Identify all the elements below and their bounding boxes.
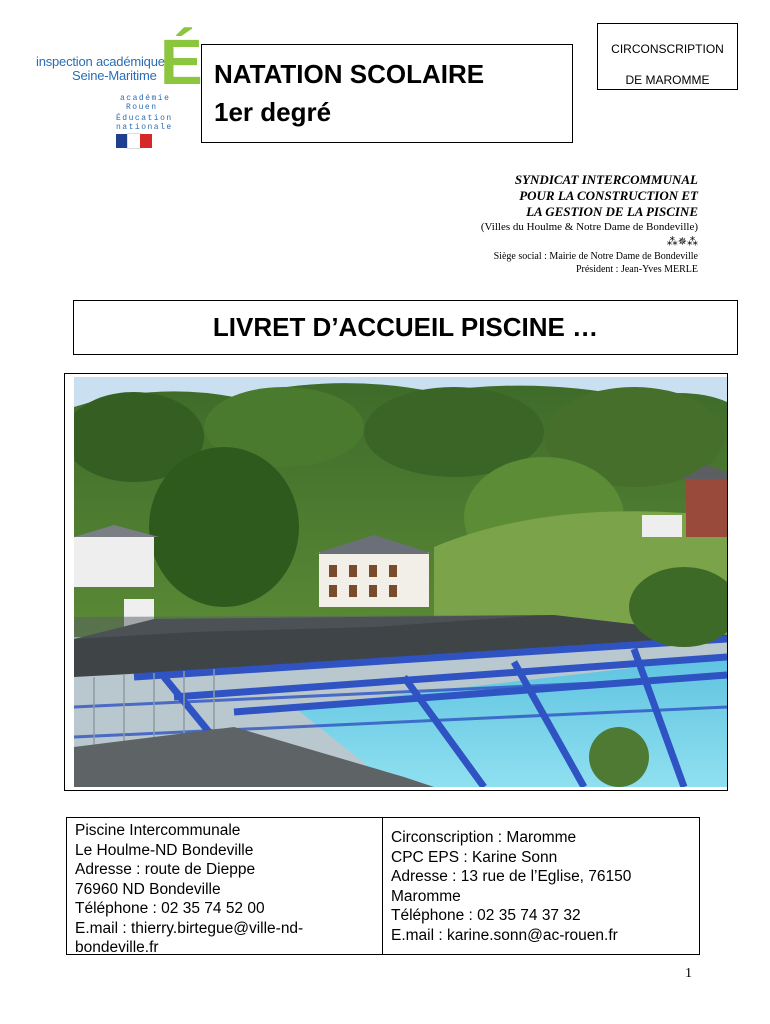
pool-contact-line: Téléphone : 02 35 74 52 00 [75, 900, 265, 917]
circ-contact-line: Téléphone : 02 35 74 37 32 [391, 907, 581, 924]
circonscription-contact-cell [383, 818, 699, 954]
syndicat-block [481, 172, 698, 276]
logo-academie-2: Rouen [126, 103, 158, 112]
title-line-2: 1er degré [214, 97, 332, 127]
title-line-1: NATATION SCOLAIRE [214, 59, 485, 89]
pool-contact-line: Le Houlme-ND Bondeville [75, 841, 254, 859]
syndicat-line-1: SYNDICAT INTERCOMMUNAL [514, 172, 698, 187]
pool-contact-line: E.mail : thierry.birtegue@ville-nd- [75, 919, 304, 937]
logo-line-1: inspection académique [36, 54, 165, 69]
pool-contact-line: bondeville.fr [75, 939, 159, 956]
syndicat-villes: (Villes du Houlme & Notre Dame de Bondeville) [480, 221, 698, 233]
pool-contact-cell [67, 818, 383, 954]
logo-education-1: Éducation [116, 114, 173, 123]
logo-line-2: Seine-Maritime [72, 68, 157, 83]
syndicat-president: Président : Jean-Yves MERLE [575, 264, 698, 275]
republic-flag-icon [116, 134, 154, 156]
syndicat-line-2: POUR LA CONSTRUCTION ET [519, 188, 698, 203]
syndicat-siege: Siège social : Mairie de Notre Dame de Bondeville [493, 251, 698, 262]
page-number: 1 [685, 966, 692, 981]
pool-contact-line: Piscine Intercommunale [75, 822, 241, 839]
logo-letter: É [160, 26, 203, 98]
circ-contact-line: E.mail : karine.sonn@ac-rouen.fr [391, 926, 618, 944]
logo-academie-1: académie [120, 94, 171, 103]
academy-logo [36, 26, 203, 160]
circ-contact-line: Maromme [391, 887, 461, 905]
circonscription-line-2: DE MAROMME [625, 73, 710, 87]
circ-contact-line: Adresse : 13 rue de l’Eglise, 76150 [391, 868, 632, 885]
pool-contact-line: Adresse : route de Dieppe [75, 861, 256, 878]
circonscription-box [597, 23, 738, 90]
pool-photo [74, 377, 727, 787]
title-box [201, 44, 573, 143]
logo-education-2: nationale [116, 123, 173, 132]
contact-table [66, 817, 700, 955]
pool-contact-line: 76960 ND Bondeville [75, 880, 221, 898]
circ-contact-line: CPC EPS : Karine Sonn [391, 848, 558, 866]
circ-contact-line: Circonscription : Maromme [391, 829, 577, 846]
banner-title: LIVRET D’ACCUEIL PISCINE … [73, 300, 738, 355]
circonscription-line-1: CIRCONSCRIPTION [611, 42, 724, 56]
syndicat-ornament: ⁂✵⁂ [666, 236, 698, 248]
syndicat-line-3: LA GESTION DE LA PISCINE [526, 204, 698, 219]
